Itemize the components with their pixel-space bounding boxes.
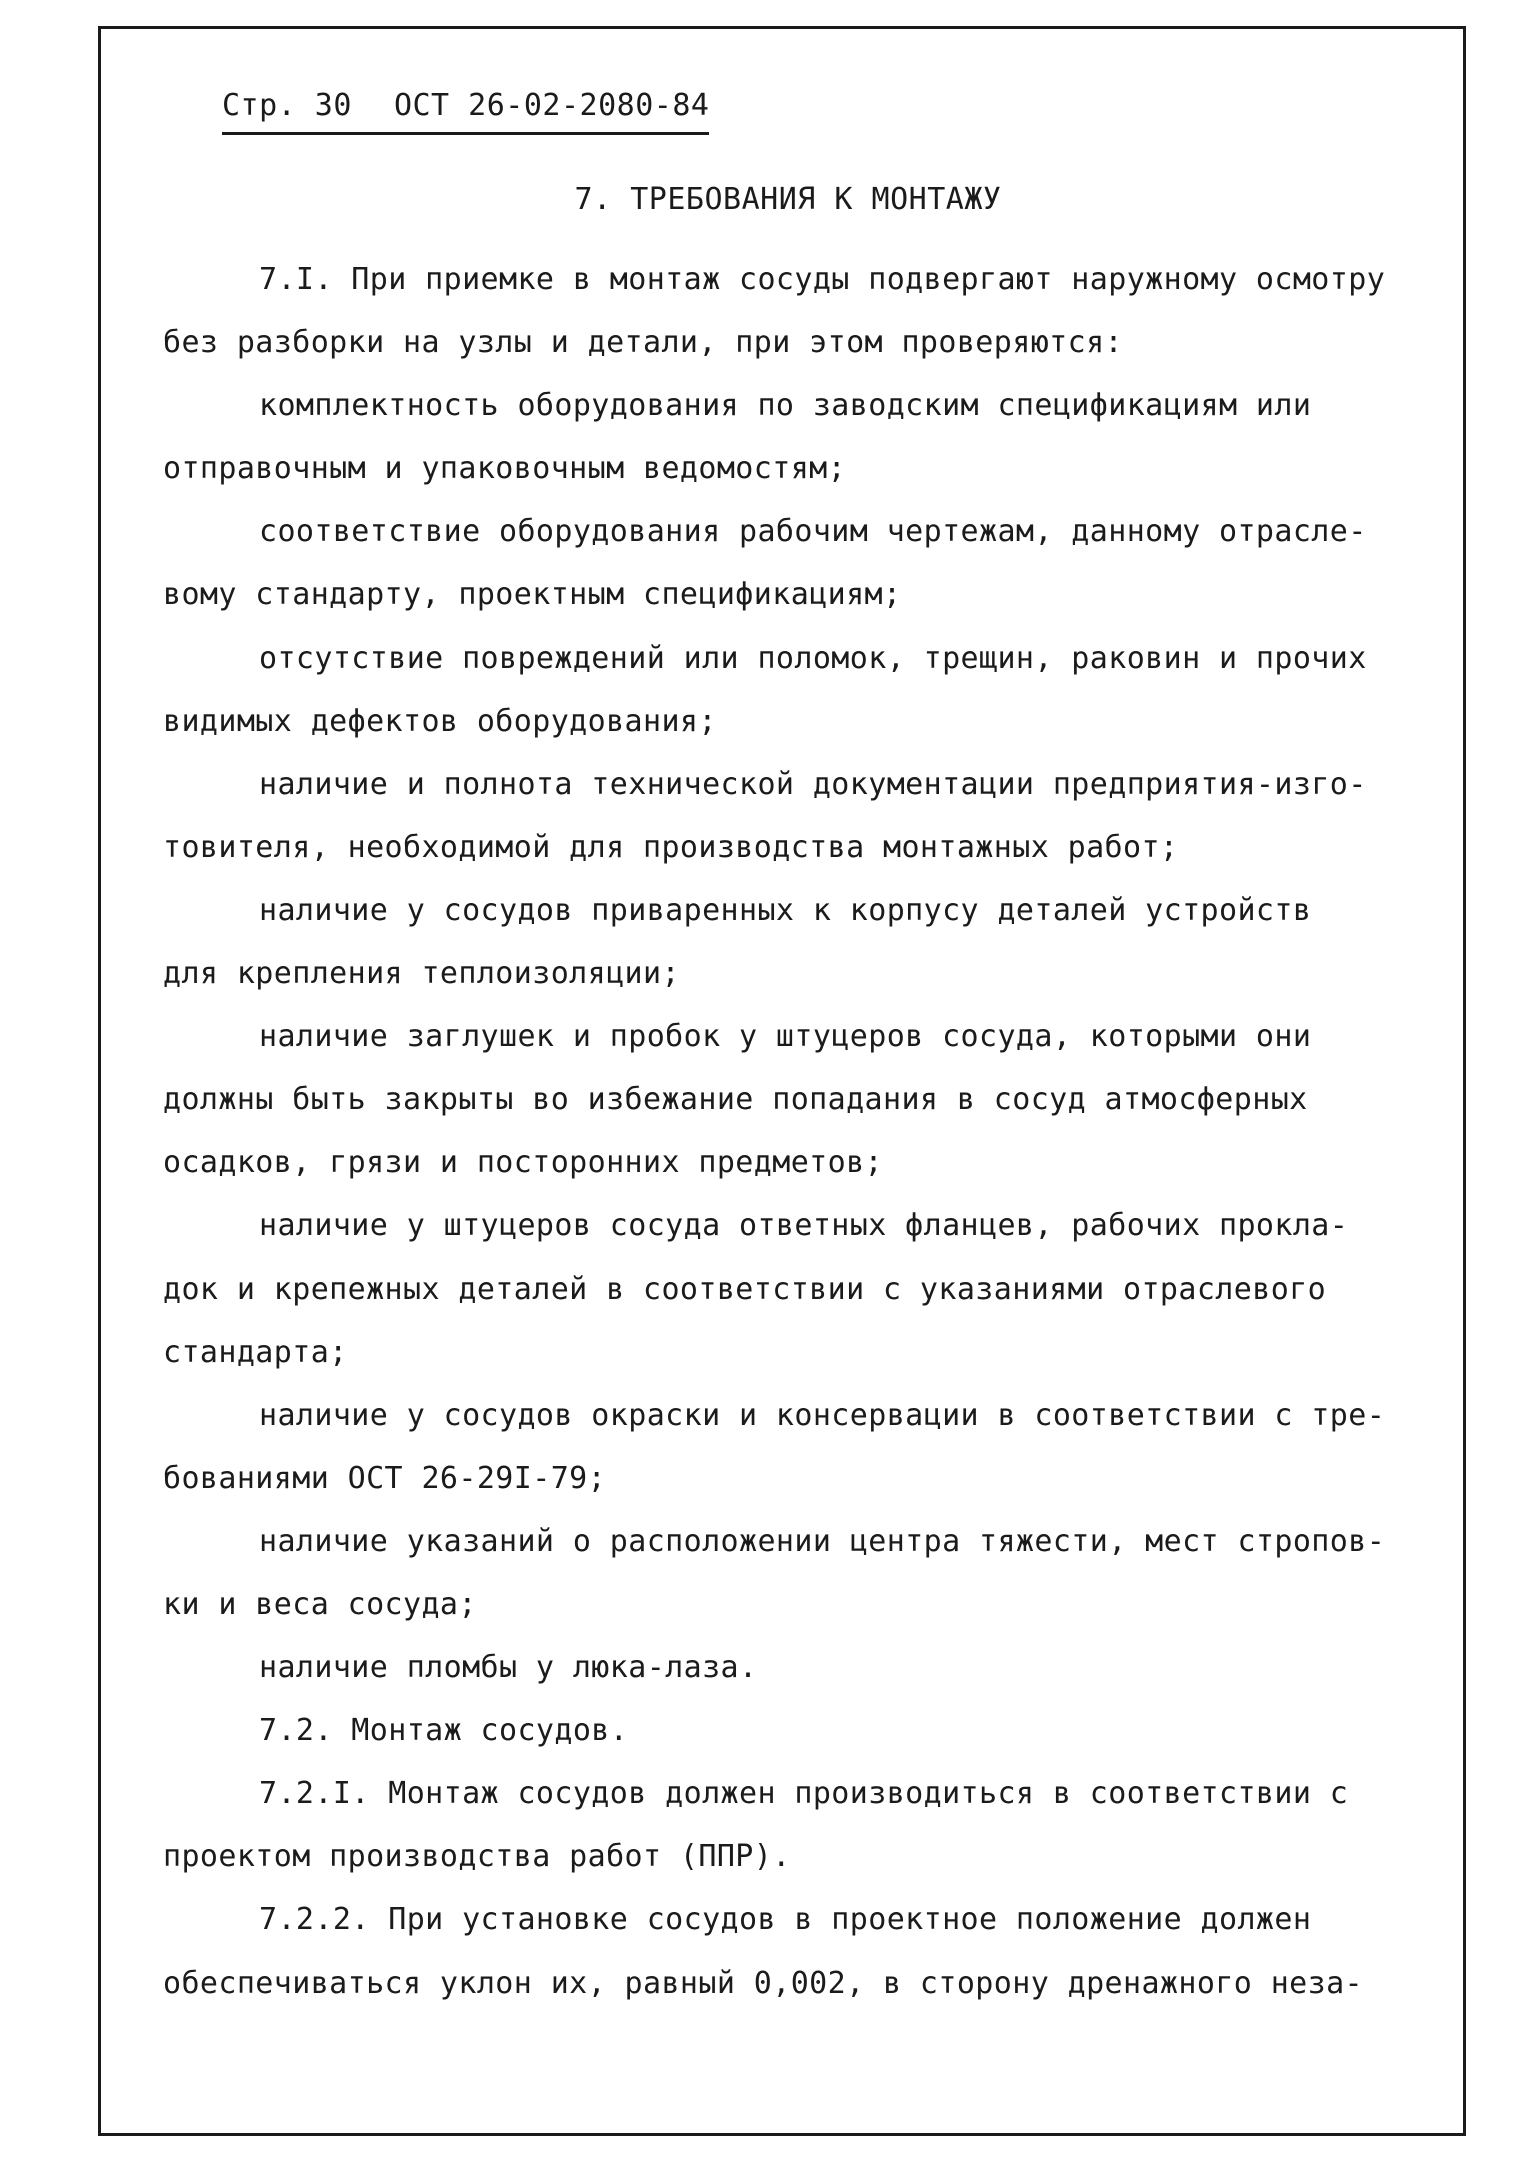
text-line: наличие пломбы у люка-лаза.	[259, 1650, 758, 1686]
text-line: стандарта;	[163, 1334, 348, 1370]
text-line: видимых дефектов оборудования;	[163, 703, 717, 739]
text-line: проектом производства работ (ППР).	[163, 1839, 791, 1875]
text-line: 7.2.I. Монтаж сосудов должен производиться в соответствии с	[259, 1776, 1349, 1812]
text-line: комплектность оборудования по заводским спецификациям или	[259, 388, 1312, 424]
page-header	[222, 86, 709, 135]
text-line: отправочным и упаковочным ведомостям;	[163, 451, 847, 487]
text-line: для крепления теплоизоляции;	[163, 956, 680, 992]
document-body	[163, 260, 1435, 2027]
section-title: 7. ТРЕБОВАНИЯ К МОНТАЖУ	[574, 182, 1002, 217]
text-line: 7.I. При приемке в монтаж сосуды подвергают наружному осмотру	[259, 262, 1386, 297]
text-line: наличие у сосудов приваренных к корпусу деталей устройств	[259, 892, 1312, 928]
text-line: док и крепежных деталей в соответствии с указаниями отраслевого	[163, 1271, 1327, 1307]
text-line: вому стандарту, проектным спецификациям;	[163, 577, 902, 613]
page-number: Стр. 30	[222, 88, 352, 123]
standard-code: ОСТ 26-02-2080-84	[393, 88, 710, 123]
text-line: наличие у сосудов окраски и консервации в соответствии с тре-	[259, 1397, 1386, 1433]
text-line: 7.2.2. При установке сосудов в проектное положение должен	[259, 1902, 1312, 1938]
text-line: наличие заглушек и пробок у штуцеров сосуда, которыми они	[259, 1019, 1312, 1055]
text-line: осадков, грязи и посторонних предметов;	[163, 1145, 883, 1181]
text-line: отсутствие повреждений или поломок, трещин, раковин и прочих	[259, 640, 1367, 676]
text-line: наличие указаний о расположении центра тяжести, мест стропов-	[259, 1523, 1386, 1559]
text-line: должны быть закрыты во избежание попадания в сосуд атмосферных	[163, 1082, 1308, 1118]
text-line: наличие у штуцеров сосуда ответных фланцев, рабочих прокла-	[259, 1208, 1349, 1244]
text-line: без разборки на узлы и детали, при этом проверяются:	[163, 325, 1123, 361]
text-line: обеспечиваться уклон их, равный 0,002, в сторону дренажного неза-	[163, 1965, 1363, 2001]
text-line: товителя, необходимой для производства монтажных работ;	[163, 829, 1179, 865]
text-line: бованиями ОСТ 26-29I-79;	[163, 1460, 607, 1496]
text-line: наличие и полнота технической документации предприятия-изго-	[259, 766, 1367, 802]
text-line: соответствие оборудования рабочим чертежам, данному отрасле-	[259, 514, 1367, 550]
text-line: 7.2. Монтаж сосудов.	[259, 1713, 629, 1749]
text-line: ки и веса сосуда;	[163, 1586, 477, 1622]
